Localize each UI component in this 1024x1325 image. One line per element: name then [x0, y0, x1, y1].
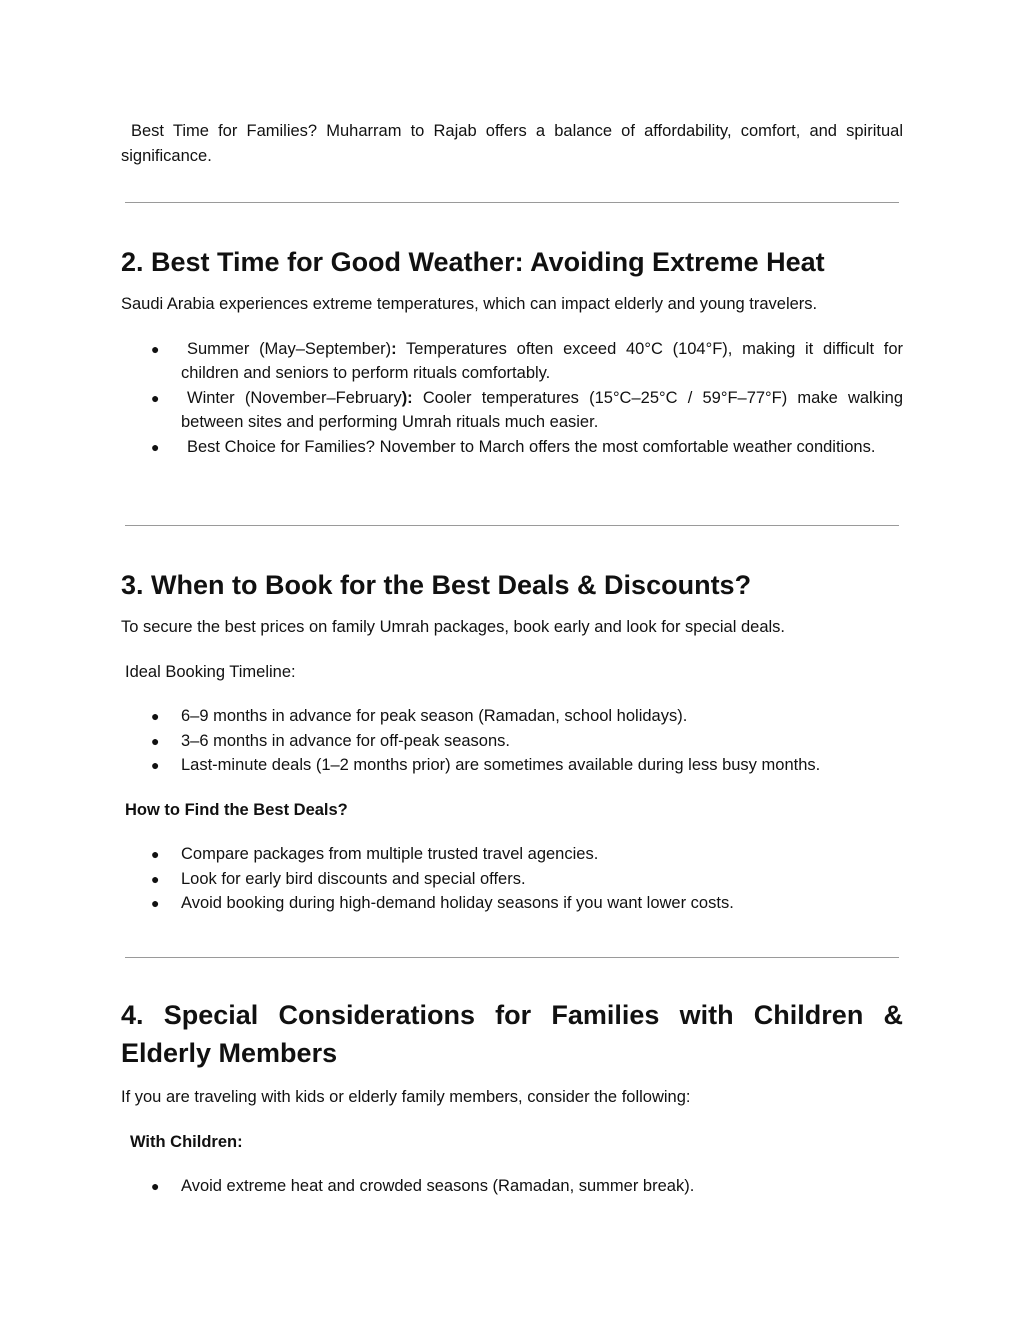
weather-summer-text: Temperatures often exceed 40°C (104°F), making it difficult for children and seniors to perform rituals comfortably. — [181, 339, 904, 382]
deals-list — [121, 842, 903, 916]
bullet-icon: ● — [151, 895, 160, 911]
section-4-paragraph: If you are traveling with kids or elderly family members, consider the following: — [121, 1088, 691, 1106]
section-3-paragraph: To secure the best prices on family Umrah packages, book early and look for special deals. — [121, 618, 786, 636]
list-item — [121, 704, 903, 729]
children-item: Avoid extreme heat and crowded seasons (Ramadan, summer break). — [181, 1177, 695, 1195]
weather-winter-sep: ): — [401, 388, 413, 407]
list-item — [121, 337, 903, 386]
section-3 — [121, 566, 903, 916]
bullet-icon: ● — [151, 870, 160, 887]
section-3-heading: 3. When to Book for the Best Deals & Discounts? — [121, 570, 752, 600]
deals-item: Avoid booking during high-demand holiday seasons if you want lower costs. — [181, 894, 734, 912]
section-2-heading: 2. Best Time for Good Weather: Avoiding Extreme Heat — [121, 247, 825, 277]
list-item — [121, 753, 903, 778]
children-list — [121, 1174, 903, 1199]
section-4-heading: 4. Special Considerations for Families with Children & Elderly Members — [121, 1000, 903, 1068]
divider — [125, 957, 899, 958]
timeline-item: Last-minute deals (1–2 months prior) are sometimes available during less busy months. — [181, 756, 821, 774]
bullet-icon: ● — [151, 732, 160, 749]
deals-item: Compare packages from multiple trusted travel agencies. — [181, 845, 599, 863]
timeline-list — [121, 704, 903, 778]
timeline-item: 6–9 months in advance for peak season (Ramadan, school holidays). — [181, 707, 688, 725]
weather-summer-sep: : — [391, 339, 397, 358]
weather-list — [121, 337, 903, 460]
children-label: With Children: — [130, 1132, 243, 1151]
list-item — [121, 842, 903, 867]
bullet-icon: ● — [151, 1178, 160, 1194]
list-item — [121, 729, 903, 754]
weather-winter-lead: Winter (November–February — [187, 388, 402, 407]
list-item — [121, 386, 903, 435]
bullet-icon: ● — [151, 340, 160, 357]
bullet-icon: ● — [151, 438, 160, 455]
list-item — [121, 867, 903, 892]
bullet-icon: ● — [151, 846, 160, 862]
bullet-icon: ● — [151, 389, 160, 406]
deals-item: Look for early bird discounts and special offers. — [181, 869, 526, 888]
divider — [125, 525, 899, 526]
section-2-paragraph: Saudi Arabia experiences extreme temperatures, which can impact elderly and young travelers. — [121, 295, 818, 313]
bullet-icon: ● — [151, 708, 160, 724]
deals-label: How to Find the Best Deals? — [125, 800, 348, 819]
timeline-item: 3–6 months in advance for off-peak seasons. — [181, 731, 510, 750]
weather-best-choice: Best Choice for Families? November to March offers the most comfortable weather conditions. — [187, 437, 876, 456]
list-item — [121, 435, 903, 460]
timeline-label: Ideal Booking Timeline: — [125, 662, 296, 681]
intro-block — [121, 119, 903, 168]
section-4 — [121, 996, 903, 1199]
intro-paragraph: Best Time for Families? Muharram to Rajab offers a balance of affordability, comfort, and spiritual significance. — [121, 122, 903, 165]
divider — [125, 202, 899, 203]
weather-summer-lead: Summer (May–September) — [187, 339, 392, 358]
weather-winter-text: Cooler temperatures (15°C–25°C / 59°F–77°F) make walking between sites and performing Umrah rituals much easier. — [181, 388, 903, 431]
list-item — [121, 1174, 903, 1199]
bullet-icon: ● — [151, 757, 160, 773]
list-item — [121, 891, 903, 916]
section-2 — [121, 243, 903, 459]
